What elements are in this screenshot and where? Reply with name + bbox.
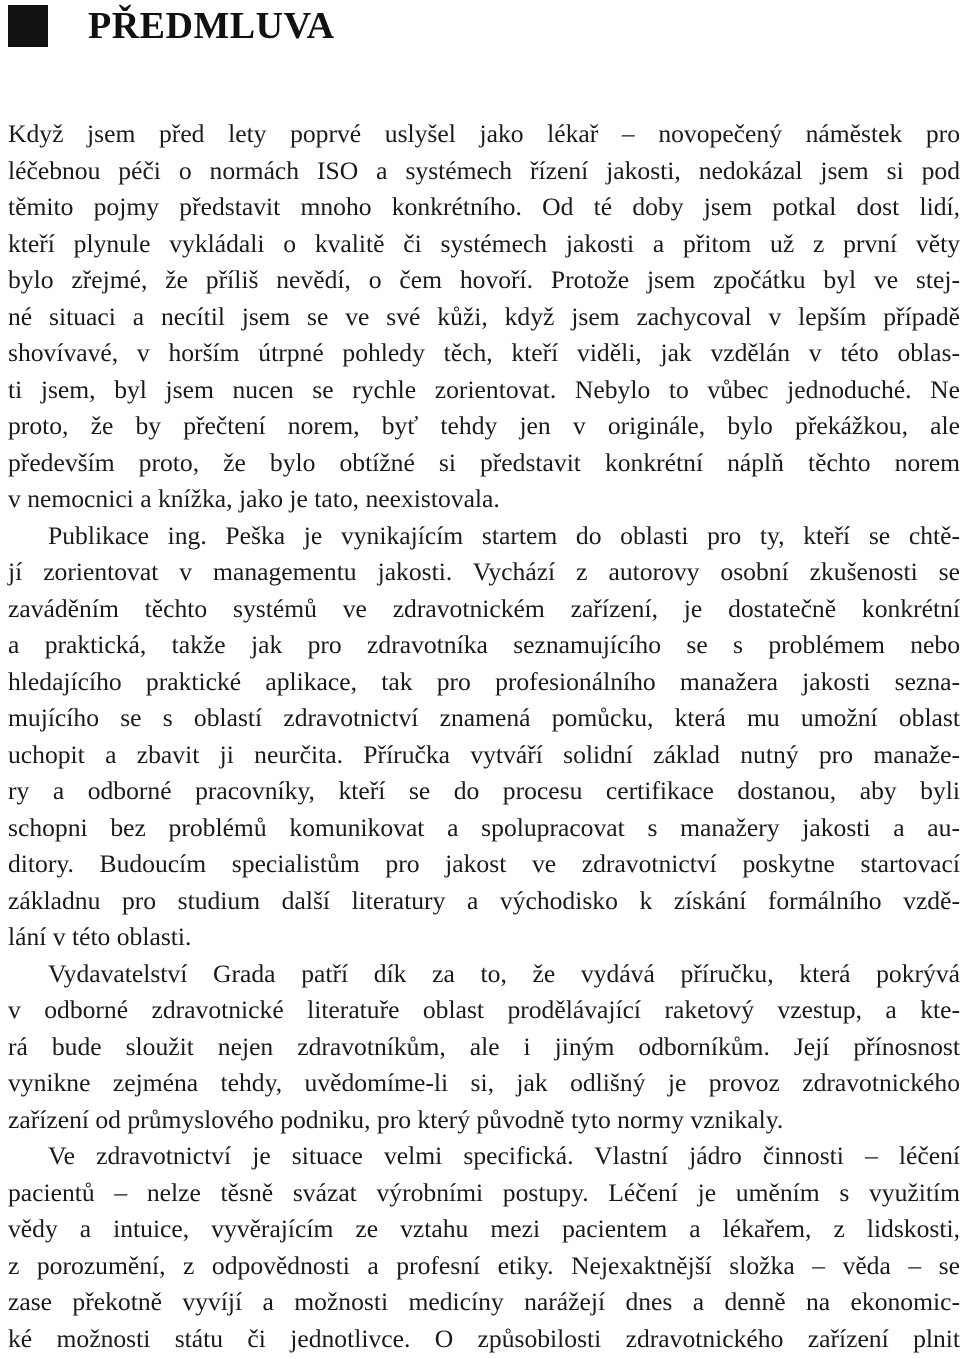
text-line: vynikne zejména tehdy, uvědomíme-li si, jak odlišný je provoz zdravotnického: [8, 1068, 960, 1097]
text-line: a praktická, takže jak pro zdravotníka seznamujícího se s problémem nebo: [8, 630, 960, 659]
text-line: v nemocnici a knížka, jako je tato, neexistovala.: [8, 484, 500, 513]
text-line: Když jsem před lety poprvé uslyšel jako lékař – novopečený náměstek pro: [8, 119, 960, 148]
text-line: léčebnou péči o normách ISO a systémech řízení jakosti, nedokázal jsem si pod: [8, 155, 960, 185]
heading-marker-block: [8, 5, 48, 47]
text-line: kteří plynule vykládali o kvalitě či systémech jakosti a přitom už z první věty: [8, 228, 960, 258]
text-line: rá bude sloužit nejen zdravotníkům, ale i jiným odborníkům. Její přínosnost: [8, 1031, 960, 1061]
text-line: ditory. Budoucím specialistům pro jakost ve zdravotnictví poskytne startovací: [8, 849, 960, 878]
body-text: [8, 116, 960, 1357]
text-line: především proto, že bylo obtížné si představit konkrétní náplň těchto norem: [8, 447, 960, 477]
text-line: zařízení od průmyslového podniku, pro který původně tyto normy vznikaly.: [8, 1104, 784, 1134]
text-line: Ve zdravotnictví je situace velmi specifická. Vlastní jádro činnosti – léčení: [48, 1141, 960, 1170]
text-line: ry a odborné pracovníky, kteří se do procesu certifikace dostanou, aby byli: [8, 776, 960, 805]
chapter-title: PŘEDMLUVA: [88, 5, 335, 47]
chapter-heading: [8, 4, 335, 48]
text-line: v odborné zdravotnické literatuře oblast prodělávající raketový vzestup, a kte-: [8, 995, 960, 1024]
text-line: lání v této oblasti.: [8, 922, 192, 951]
text-line: hledajícího praktické aplikace, tak pro profesionálního manažera jakosti sezna-: [8, 666, 960, 696]
text-line: shovívavé, v horším útrpné pohledy těch, kteří viděli, jak vzdělán v této oblas-: [8, 338, 960, 367]
text-line: proto, že by přečtení norem, byť tehdy jen v originále, bylo překážkou, ale: [8, 411, 960, 440]
text-line: jí zorientovat v managementu jakosti. Vychází z autorovy osobní zkušenosti se: [8, 557, 960, 586]
text-line: schopni bez problémů komunikovat a spolupracovat s manažery jakosti a au-: [8, 812, 960, 842]
text-line: Publikace ing. Peška je vynikajícím startem do oblasti pro ty, kteří se chtě-: [48, 520, 960, 550]
text-line: vědy a intuice, vyvěrajícím ze vztahu mezi pacientem a lékařem, z lidskosti,: [8, 1214, 960, 1243]
text-line: základnu pro studium další literatury a východisko k získání formálního vzdě-: [8, 885, 960, 915]
text-line: né situaci a necítil jsem se ve své kůži, když jsem zachycoval v lepším případě: [8, 301, 960, 331]
text-line: bylo zřejmé, že příliš nevědí, o čem hovoří. Protože jsem zpočátku byl ve stej-: [8, 265, 960, 294]
text-line: uchopit a zbavit ji neurčita. Příručka vytváří solidní základ nutný pro manaže-: [8, 739, 960, 769]
text-line: Vydavatelství Grada patří dík za to, že vydává příručku, která pokrývá: [48, 958, 960, 988]
text-line: zase překotně vyvíjí a možnosti medicíny narážejí dnes a denně na ekonomic-: [8, 1287, 960, 1316]
text-line: zaváděním těchto systémů ve zdravotnickém zařízení, je dostatečně konkrétní: [8, 593, 960, 623]
text-line: pacientů – nelze těsně svázat výrobními postupy. Léčení je uměním s využitím: [8, 1177, 960, 1207]
text-line: ké možnosti státu či jednotlivce. O způsobilosti zdravotnického zařízení plnit: [8, 1323, 960, 1353]
text-line: z porozumění, z odpovědnosti a profesní etiky. Nejexaktnější složka – věda – se: [8, 1250, 960, 1280]
text-line: ti jsem, byl jsem nucen se rychle zorientovat. Nebylo to vůbec jednoduché. Ne: [8, 374, 960, 404]
text-line: těmito pojmy představit mnoho konkrétního. Od té doby jsem potkal dost lidí,: [8, 192, 960, 221]
text-line: mujícího se s oblastí zdravotnictví znamená pomůcku, která mu umožní oblast: [8, 703, 960, 732]
